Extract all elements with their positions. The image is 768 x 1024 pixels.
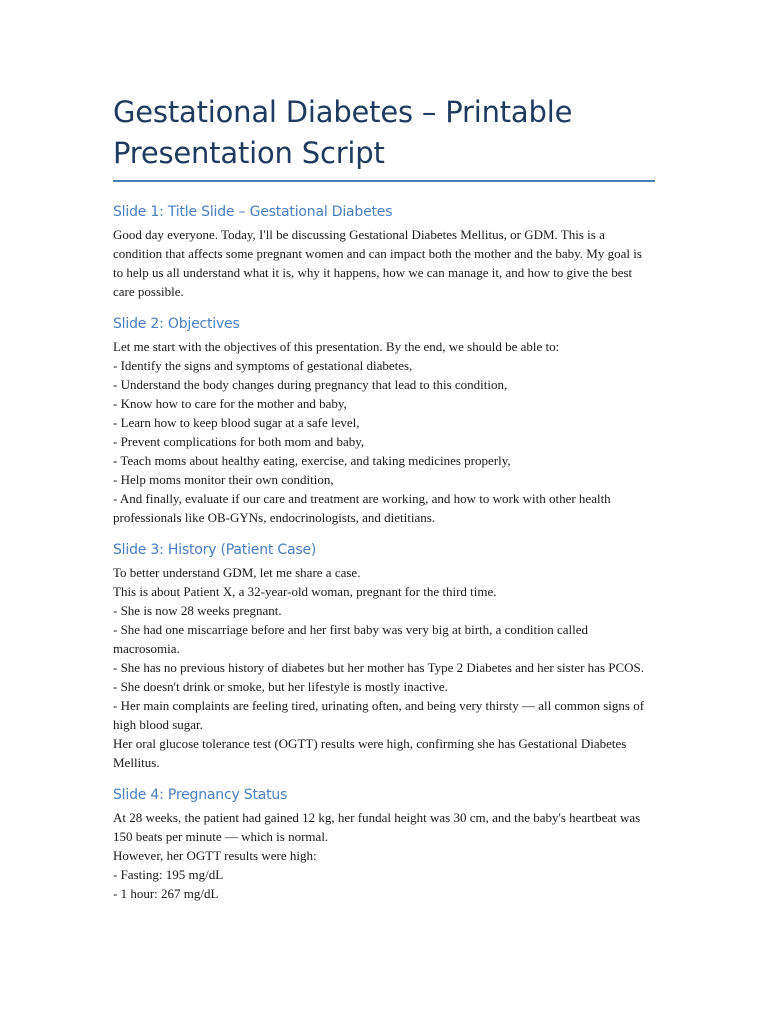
list-item: - Teach moms about healthy eating, exercise, and taking medicines properly,	[113, 453, 511, 468]
section-slide-2	[113, 314, 655, 527]
list-item: - Know how to care for the mother and baby,	[113, 396, 347, 411]
list-item: - 1 hour: 267 mg/dL	[113, 886, 219, 901]
section-heading: Slide 4: Pregnancy Status	[113, 787, 288, 803]
list-item: - Help moms monitor their own condition,	[113, 472, 334, 487]
paragraph-line: Her oral glucose tolerance test (OGTT) results were high, confirming she has Gestational Diabetes Mellitus.	[113, 736, 627, 770]
paragraph-line: However, her OGTT results were high:	[113, 848, 317, 863]
paragraph-line: To better understand GDM, let me share a case.	[113, 565, 361, 580]
list-item: - Learn how to keep blood sugar at a safe level,	[113, 415, 360, 430]
title-divider	[113, 180, 655, 182]
section-heading: Slide 2: Objectives	[113, 316, 240, 332]
section-slide-4	[113, 785, 655, 903]
section-heading: Slide 3: History (Patient Case)	[113, 542, 317, 558]
list-item: - Fasting: 195 mg/dL	[113, 867, 224, 882]
paragraph: Good day everyone. Today, I'll be discussing Gestational Diabetes Mellitus, or GDM. This is a condition that affects some pregnant women and can impact both the mother and the baby. My goal is to help us all understand what it is, why it happens, how we can manage it, and how to give the best care possible.	[113, 227, 642, 299]
list-item: - She has no previous history of diabetes but her mother has Type 2 Diabetes and her sister has PCOS.	[113, 660, 645, 675]
list-item: - And finally, evaluate if our care and treatment are working, and how to work with other health professionals like OB-GYNs, endocrinologists, and dietitians.	[113, 491, 611, 525]
list-item: - Prevent complications for both mom and baby,	[113, 434, 365, 449]
section-slide-3	[113, 540, 655, 772]
paragraph-line: This is about Patient X, a 32-year-old woman, pregnant for the third time.	[113, 584, 497, 599]
section-slide-1	[113, 202, 655, 301]
section-heading: Slide 1: Title Slide – Gestational Diabetes	[113, 204, 393, 220]
list-item: - Understand the body changes during pregnancy that lead to this condition,	[113, 377, 508, 392]
list-item: - She had one miscarriage before and her first baby was very big at birth, a condition called macrosomia.	[113, 622, 589, 656]
document-page	[113, 92, 655, 916]
list-item: - She is now 28 weeks pregnant.	[113, 603, 282, 618]
paragraph-line: At 28 weeks, the patient had gained 12 kg, her fundal height was 30 cm, and the baby's heartbeat was 150 beats per minute — which is normal.	[113, 810, 641, 844]
list-item: - Her main complaints are feeling tired, urinating often, and being very thirsty — all common signs of high blood sugar.	[113, 698, 645, 732]
list-item: - Identify the signs and symptoms of gestational diabetes,	[113, 358, 413, 373]
document-title: Gestational Diabetes – Printable Presentation Script	[113, 95, 573, 170]
list-item: - She doesn't drink or smoke, but her lifestyle is mostly inactive.	[113, 679, 448, 694]
paragraph-line: Let me start with the objectives of this presentation. By the end, we should be able to:	[113, 339, 560, 354]
